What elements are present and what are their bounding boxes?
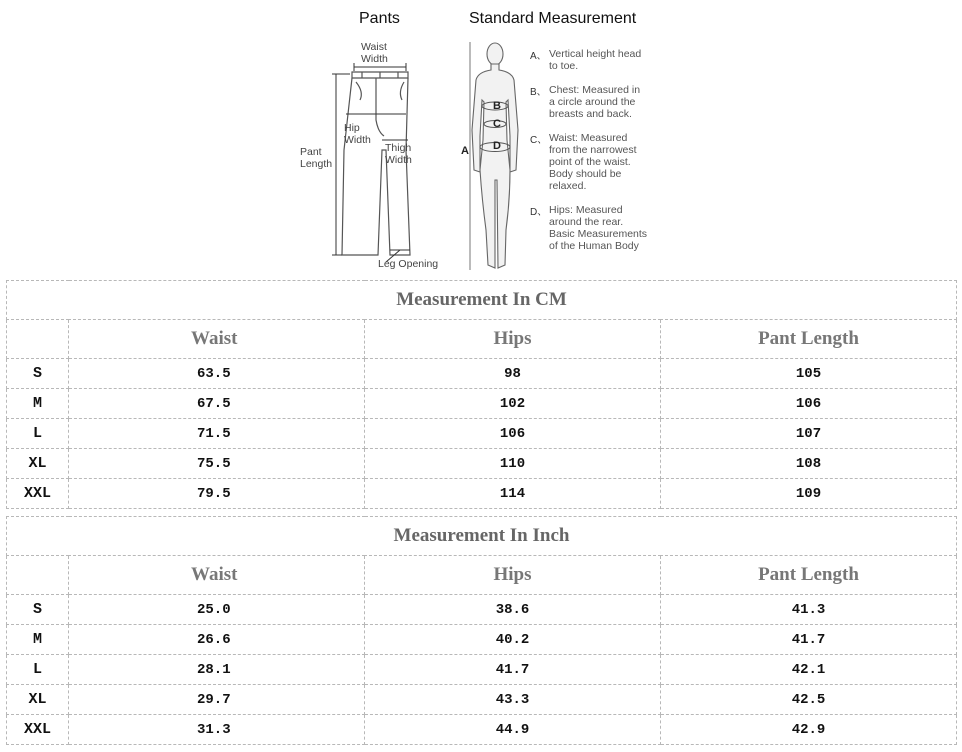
body-letter-a: A xyxy=(461,145,469,157)
size-label: L xyxy=(7,419,69,449)
pant-length-value: 41.7 xyxy=(661,625,957,655)
hips-value: 40.2 xyxy=(365,625,661,655)
size-label: XL xyxy=(7,685,69,715)
leg-opening-label: Leg Opening xyxy=(378,258,439,270)
table-row xyxy=(7,479,957,509)
size-label: M xyxy=(7,625,69,655)
note-c-text: Waist: Measured from the narrowest point of the waist. Body should be relaxed. xyxy=(549,132,637,192)
hips-value: 98 xyxy=(365,359,661,389)
waist-value: 25.0 xyxy=(69,595,365,625)
table-caption: Measurement In CM xyxy=(7,281,957,320)
waist-value: 71.5 xyxy=(69,419,365,449)
pant-length-value: 107 xyxy=(661,419,957,449)
size-label: XL xyxy=(7,449,69,479)
cm-size-table xyxy=(6,280,957,509)
pant-length-value: 42.1 xyxy=(661,655,957,685)
inch-size-table xyxy=(6,516,957,745)
pant-length-label: Pant Length xyxy=(300,146,333,170)
column-header-pant-length: Pant Length xyxy=(661,320,957,359)
column-header-hips: Hips xyxy=(365,556,661,595)
measurement-illustration xyxy=(0,0,962,278)
waist-value: 28.1 xyxy=(69,655,365,685)
table-row xyxy=(7,389,957,419)
note-b-text: Chest: Measured in a circle around the breasts and back. xyxy=(549,84,641,120)
size-label: S xyxy=(7,595,69,625)
waist-value: 31.3 xyxy=(69,715,365,745)
thigh-width-label: Thigh Width xyxy=(385,142,412,166)
waist-width-label: Waist Width xyxy=(361,41,388,65)
size-label: S xyxy=(7,359,69,389)
hips-value: 41.7 xyxy=(365,655,661,685)
note-a-text: Vertical height head to toe. xyxy=(549,48,642,72)
note-d-text: Hips: Measured around the rear. Basic Measurements of the Human Body xyxy=(549,204,648,252)
body-letter-d: D xyxy=(493,140,501,152)
hips-value: 43.3 xyxy=(365,685,661,715)
table-row xyxy=(7,359,957,389)
table-row xyxy=(7,655,957,685)
pant-length-value: 108 xyxy=(661,449,957,479)
note-c-key: C、 xyxy=(530,135,548,146)
column-header-waist: Waist xyxy=(69,320,365,359)
hips-value: 38.6 xyxy=(365,595,661,625)
table-caption: Measurement In Inch xyxy=(7,517,957,556)
waist-value: 79.5 xyxy=(69,479,365,509)
standard-measurement-title: Standard Measurement xyxy=(469,10,637,27)
pant-length-value: 42.5 xyxy=(661,685,957,715)
column-header-waist: Waist xyxy=(69,556,365,595)
header-blank-cell xyxy=(7,320,69,359)
waist-value: 63.5 xyxy=(69,359,365,389)
waist-value: 29.7 xyxy=(69,685,365,715)
body-silhouette xyxy=(468,40,528,275)
table-row xyxy=(7,685,957,715)
pant-length-value: 41.3 xyxy=(661,595,957,625)
body-letter-c: C xyxy=(493,118,501,130)
pant-length-value: 109 xyxy=(661,479,957,509)
column-header-hips: Hips xyxy=(365,320,661,359)
column-header-pant-length: Pant Length xyxy=(661,556,957,595)
pants-title: Pants xyxy=(359,10,400,27)
table-row xyxy=(7,419,957,449)
table-row xyxy=(7,449,957,479)
body-letter-b: B xyxy=(493,100,501,112)
hips-value: 110 xyxy=(365,449,661,479)
header-blank-cell xyxy=(7,556,69,595)
waist-value: 67.5 xyxy=(69,389,365,419)
hip-width-label: Hip Width xyxy=(344,122,371,146)
table-row xyxy=(7,625,957,655)
note-d-key: D、 xyxy=(530,207,548,218)
note-a-key: A、 xyxy=(530,51,547,62)
pant-length-value: 42.9 xyxy=(661,715,957,745)
hips-value: 106 xyxy=(365,419,661,449)
hips-value: 102 xyxy=(365,389,661,419)
size-label: XXL xyxy=(7,479,69,509)
table-row xyxy=(7,715,957,745)
size-label: L xyxy=(7,655,69,685)
pant-length-value: 106 xyxy=(661,389,957,419)
waist-value: 75.5 xyxy=(69,449,365,479)
pant-length-value: 105 xyxy=(661,359,957,389)
note-b-key: B、 xyxy=(530,87,547,98)
hips-value: 44.9 xyxy=(365,715,661,745)
size-label: M xyxy=(7,389,69,419)
table-row xyxy=(7,595,957,625)
hips-value: 114 xyxy=(365,479,661,509)
size-label: XXL xyxy=(7,715,69,745)
waist-value: 26.6 xyxy=(69,625,365,655)
